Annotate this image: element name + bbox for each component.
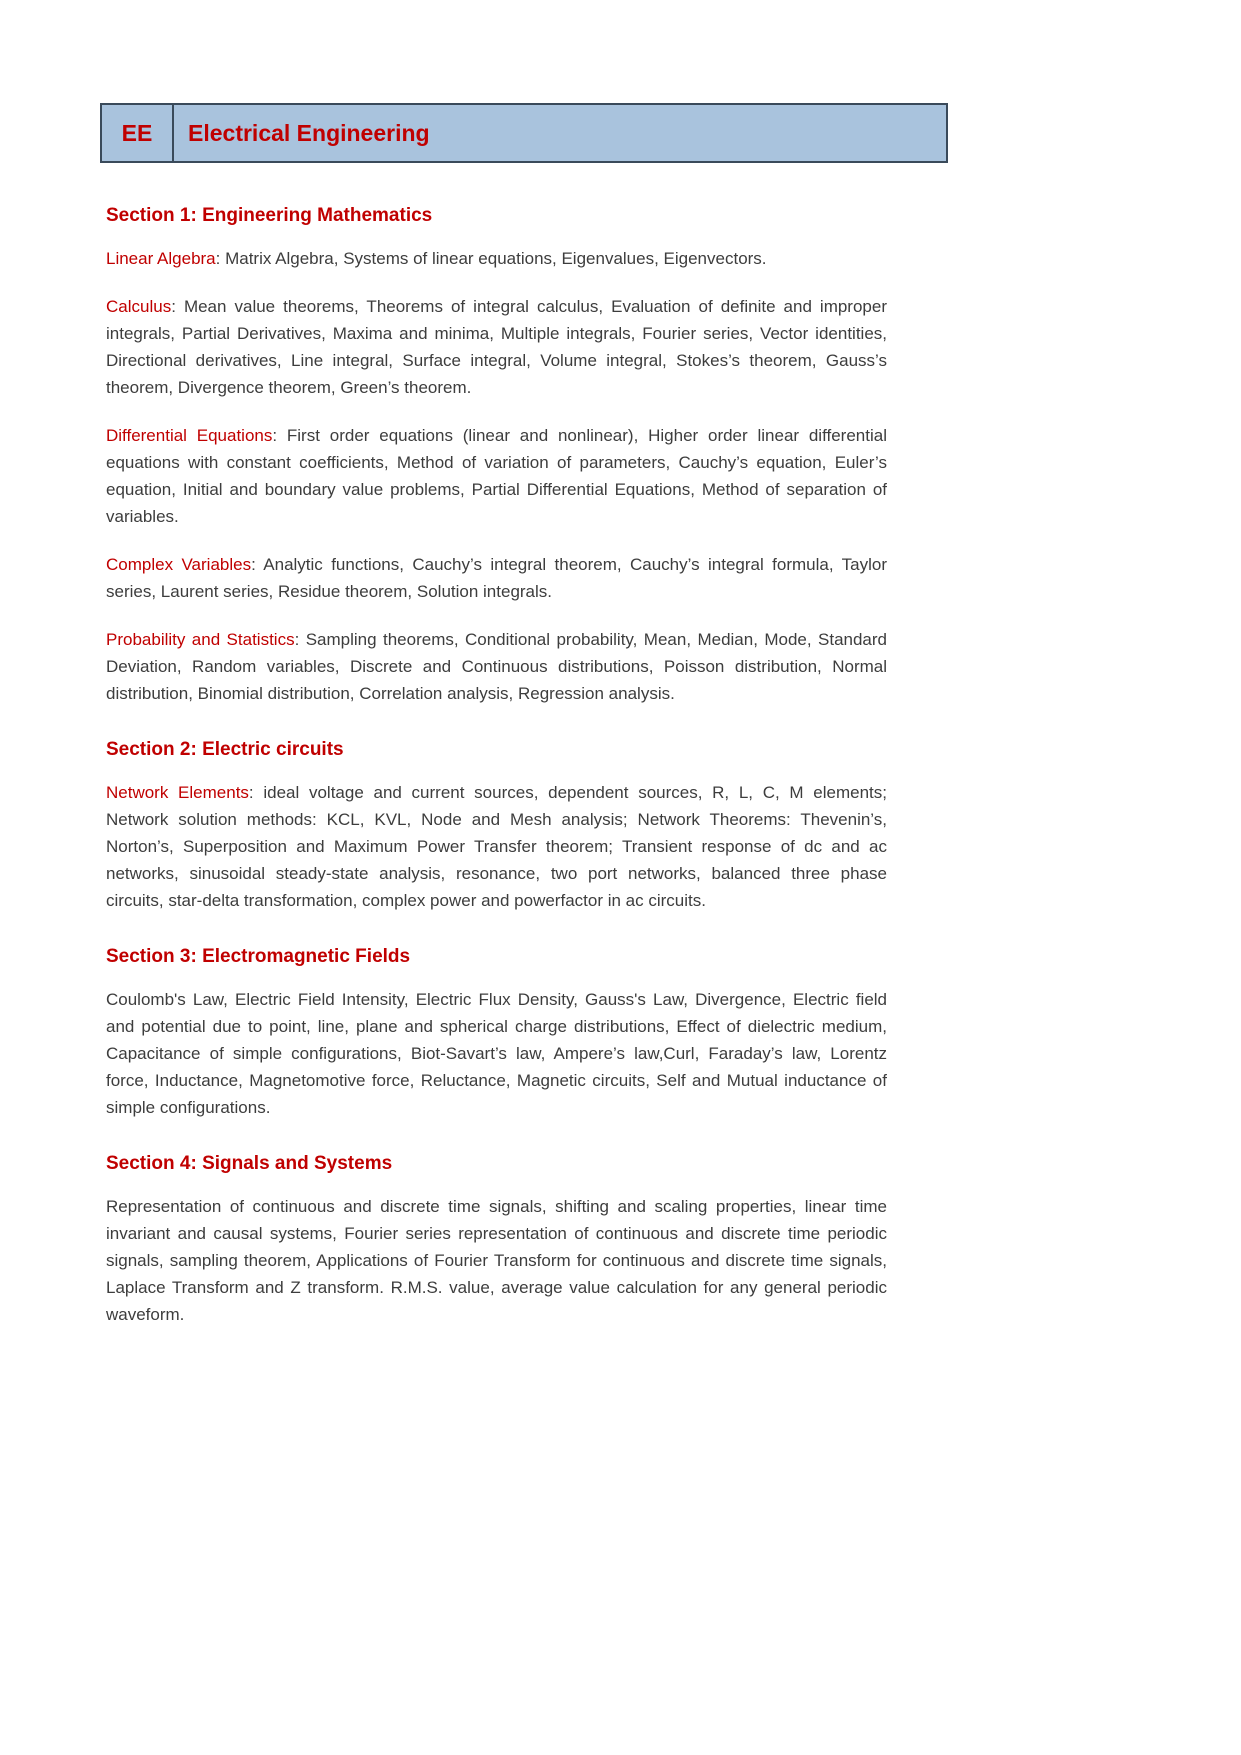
paragraph-linear-algebra [106, 245, 887, 272]
topic-body: : Matrix Algebra, Systems of linear equations, Eigenvalues, Eigenvectors. [215, 249, 767, 268]
topic-lead: Network Elements [106, 783, 249, 802]
subject-code: EE [102, 105, 174, 161]
syllabus-content [106, 205, 887, 1349]
topic-lead: Probability and Statistics [106, 630, 295, 649]
topic-lead: Calculus [106, 297, 172, 316]
paragraph-electromagnetic-fields [106, 986, 887, 1121]
paragraph-network-elements [106, 779, 887, 914]
subject-title: Electrical Engineering [188, 119, 430, 146]
paragraph-signals-and-systems [106, 1193, 887, 1328]
topic-body: Representation of continuous and discrete time signals, shifting and scaling properties, linear time invariant and causal systems, Fourier series representation of continuous and discrete time periodic signals, sampling theorem, Applications of Fourier Transform for continuous and discrete time signals, Laplace Transform and Z transform. R.M.S. value, average value calculation for any general periodic waveform. [106, 1197, 887, 1324]
paragraph-calculus [106, 293, 887, 401]
paragraph-probability-statistics [106, 626, 887, 707]
section-heading-signals-and-systems: Section 4: Signals and Systems [106, 1153, 393, 1174]
topic-body: : Analytic functions, Cauchy’s integral theorem, Cauchy’s integral formula, Taylor series, Laurent series, Residue theorem, Solution integrals. [106, 555, 887, 601]
paragraph-complex-variables [106, 551, 887, 605]
topic-body: : First order equations (linear and nonlinear), Higher order linear differential equations with constant coefficients, Method of variation of parameters, Cauchy’s equation, Euler’s equation, Initial and boundary value problems, Partial Differential Equations, Method of separation of variables. [106, 426, 887, 526]
topic-lead: Linear Algebra [106, 249, 216, 268]
topic-body: Coulomb's Law, Electric Field Intensity, Electric Flux Density, Gauss's Law, Divergence, Electric field and potential due to point, line, plane and spherical charge distributions, Effect of dielectric medium, Capacitance of simple configurations, Biot-Savart’s law, Ampere’s law,Curl, Faraday’s law, Lorentz force, Inductance, Magnetomotive force, Reluctance, Magnetic circuits, Self and Mutual inductance of simple configurations. [106, 990, 887, 1117]
topic-lead: Differential Equations [106, 426, 273, 445]
section-heading-engineering-mathematics: Section 1: Engineering Mathematics [106, 205, 433, 226]
section-heading-electric-circuits: Section 2: Electric circuits [106, 739, 344, 760]
topic-lead: Complex Variables [106, 555, 252, 574]
topic-body: : Mean value theorems, Theorems of integral calculus, Evaluation of definite and improper integrals, Partial Derivatives, Maxima and minima, Multiple integrals, Fourier series, Vector identities, Directional derivatives, Line integral, Surface integral, Volume integral, Stokes’s theorem, Gauss’s theorem, Divergence theorem, Green’s theorem. [106, 297, 887, 397]
section-heading-electromagnetic-fields: Section 3: Electromagnetic Fields [106, 946, 411, 967]
paragraph-differential-equations [106, 422, 887, 530]
topic-body: : Sampling theorems, Conditional probability, Mean, Median, Mode, Standard Deviation, Random variables, Discrete and Continuous distributions, Poisson distribution, Normal distribution, Binomial distribution, Correlation analysis, Regression analysis. [106, 630, 887, 703]
subject-header [100, 103, 948, 163]
topic-body: : ideal voltage and current sources, dependent sources, R, L, C, M elements; Network solution methods: KCL, KVL, Node and Mesh analysis; Network Theorems: Thevenin’s, Norton’s, Superposition and Maximum Power Transfer theorem; Transient response of dc and ac networks, sinusoidal steady-state analysis, resonance, two port networks, balanced three phase circuits, star-delta transformation, complex power and powerfactor in ac circuits. [106, 783, 887, 910]
